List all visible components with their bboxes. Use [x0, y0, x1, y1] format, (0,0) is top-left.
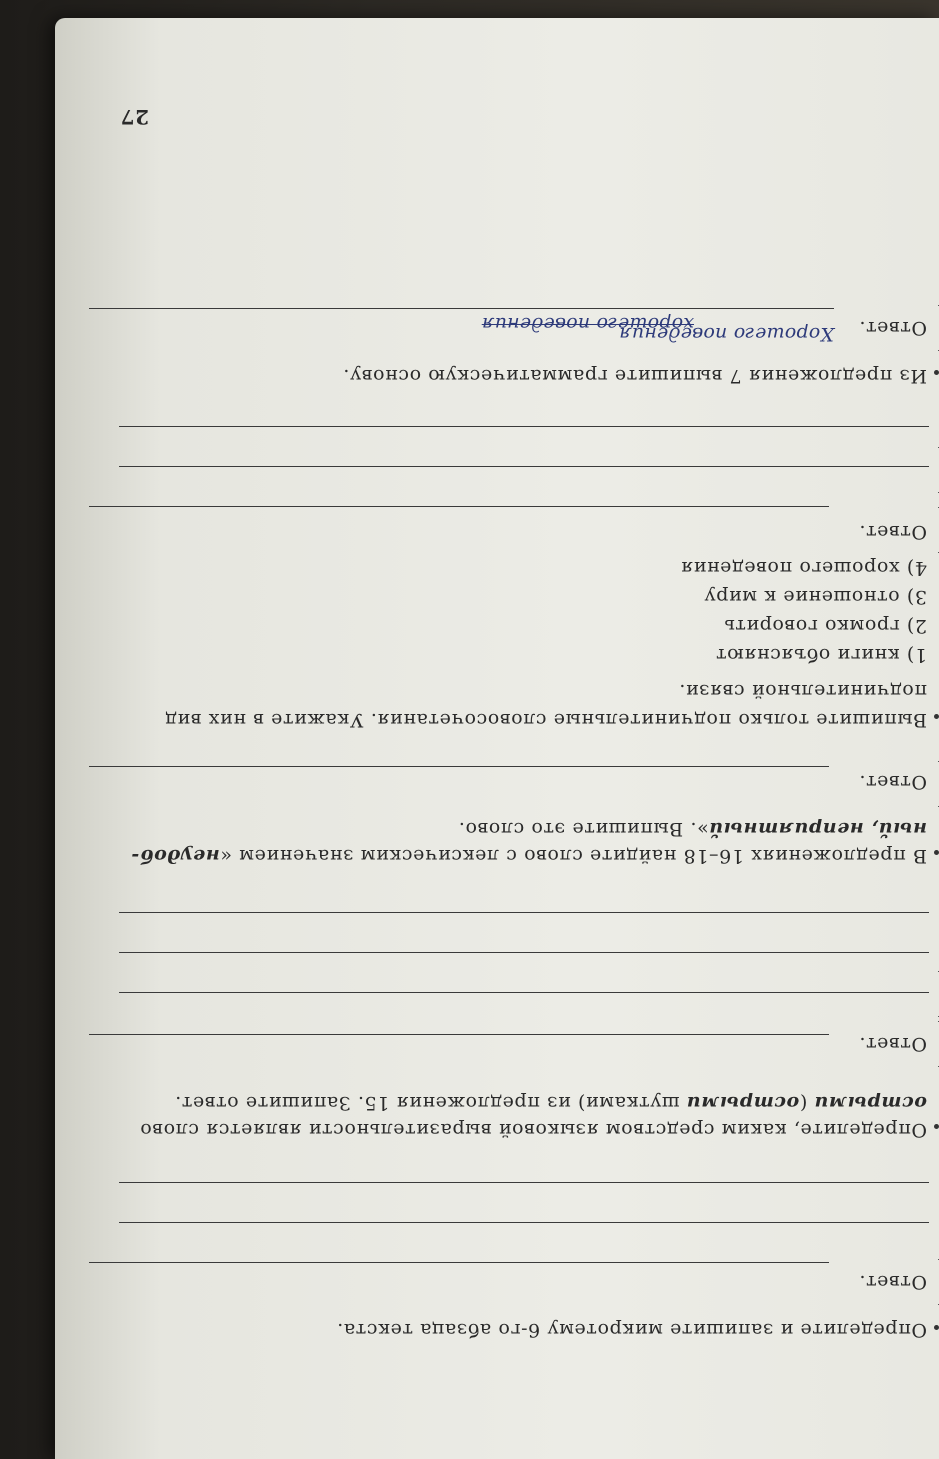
- answer-line[interactable]: [119, 426, 929, 427]
- paren: (: [799, 1092, 814, 1114]
- answer-label: Ответ.: [858, 317, 927, 339]
- handwritten-answer: Хорошего поведения: [618, 323, 834, 345]
- option-2: 2) громко говорить: [723, 615, 927, 637]
- task-bullet: [934, 1124, 939, 1129]
- quoted-word-context: острыми: [686, 1092, 800, 1114]
- task-microtheme-text: Определите и запишите микротему 6-го абзаца текста.: [336, 1319, 927, 1341]
- task-bullet: [934, 370, 939, 375]
- option-3: 3) отношение к миру: [703, 586, 927, 608]
- answer-line[interactable]: [119, 912, 929, 913]
- answer-line[interactable]: [89, 308, 834, 309]
- answer-line[interactable]: [89, 766, 829, 767]
- handwritten-struck-answer: хорошего поведения: [481, 313, 694, 335]
- task-lexical-italic2: ный, неприятный: [708, 818, 927, 840]
- task-phrases-text: Выпишите только подчинительные словосочетания. Укажите в них вид: [164, 709, 927, 731]
- rotated-page: [55, 18, 939, 1459]
- task-expressiveness-text: Определите, каким средством языковой выразительности является слово: [139, 1119, 927, 1141]
- option-4: 4) хорошего поведения: [680, 557, 927, 579]
- answer-line[interactable]: [119, 952, 929, 953]
- option-1: 1) книги объясняют: [715, 644, 927, 666]
- answer-line[interactable]: [119, 1182, 929, 1183]
- answer-label: Ответ.: [858, 521, 927, 543]
- task-bullet: [934, 850, 939, 855]
- answer-line[interactable]: [89, 1262, 829, 1263]
- task-lexical-text-line2: [458, 818, 927, 840]
- answer-label: Ответ.: [858, 1033, 927, 1055]
- page-number: 27: [119, 105, 149, 129]
- task-expressiveness-rest: шутками) из предложения 15. Запишите ответ.: [174, 1092, 687, 1114]
- answer-line[interactable]: [119, 992, 929, 993]
- worksheet-content: [55, 18, 939, 1459]
- task-bullet: [934, 714, 939, 719]
- quoted-word: острыми: [813, 1092, 927, 1114]
- task-lexical-rest: ». Выпишите это слово.: [458, 818, 709, 840]
- task-bullet: [934, 1325, 939, 1330]
- task-phrases-text-line2: подчинительной связи.: [678, 680, 927, 702]
- answer-label: Ответ.: [858, 1271, 927, 1293]
- answer-line[interactable]: [89, 506, 829, 507]
- answer-line[interactable]: [89, 1034, 829, 1035]
- answer-line[interactable]: [119, 1222, 929, 1223]
- task-expressiveness-text-line2: [175, 1092, 927, 1114]
- task-lexical-line1: В предложениях 16–18 найдите слово с лексическим значением «: [219, 845, 927, 867]
- task-lexical-italic: неудоб-: [130, 845, 220, 867]
- answer-line[interactable]: [119, 466, 929, 467]
- task-lexical-text: [131, 845, 927, 867]
- answer-label: Ответ.: [858, 771, 927, 793]
- task-grammar-text: Из предложения 7 выпишите грамматическую основу.: [342, 365, 927, 387]
